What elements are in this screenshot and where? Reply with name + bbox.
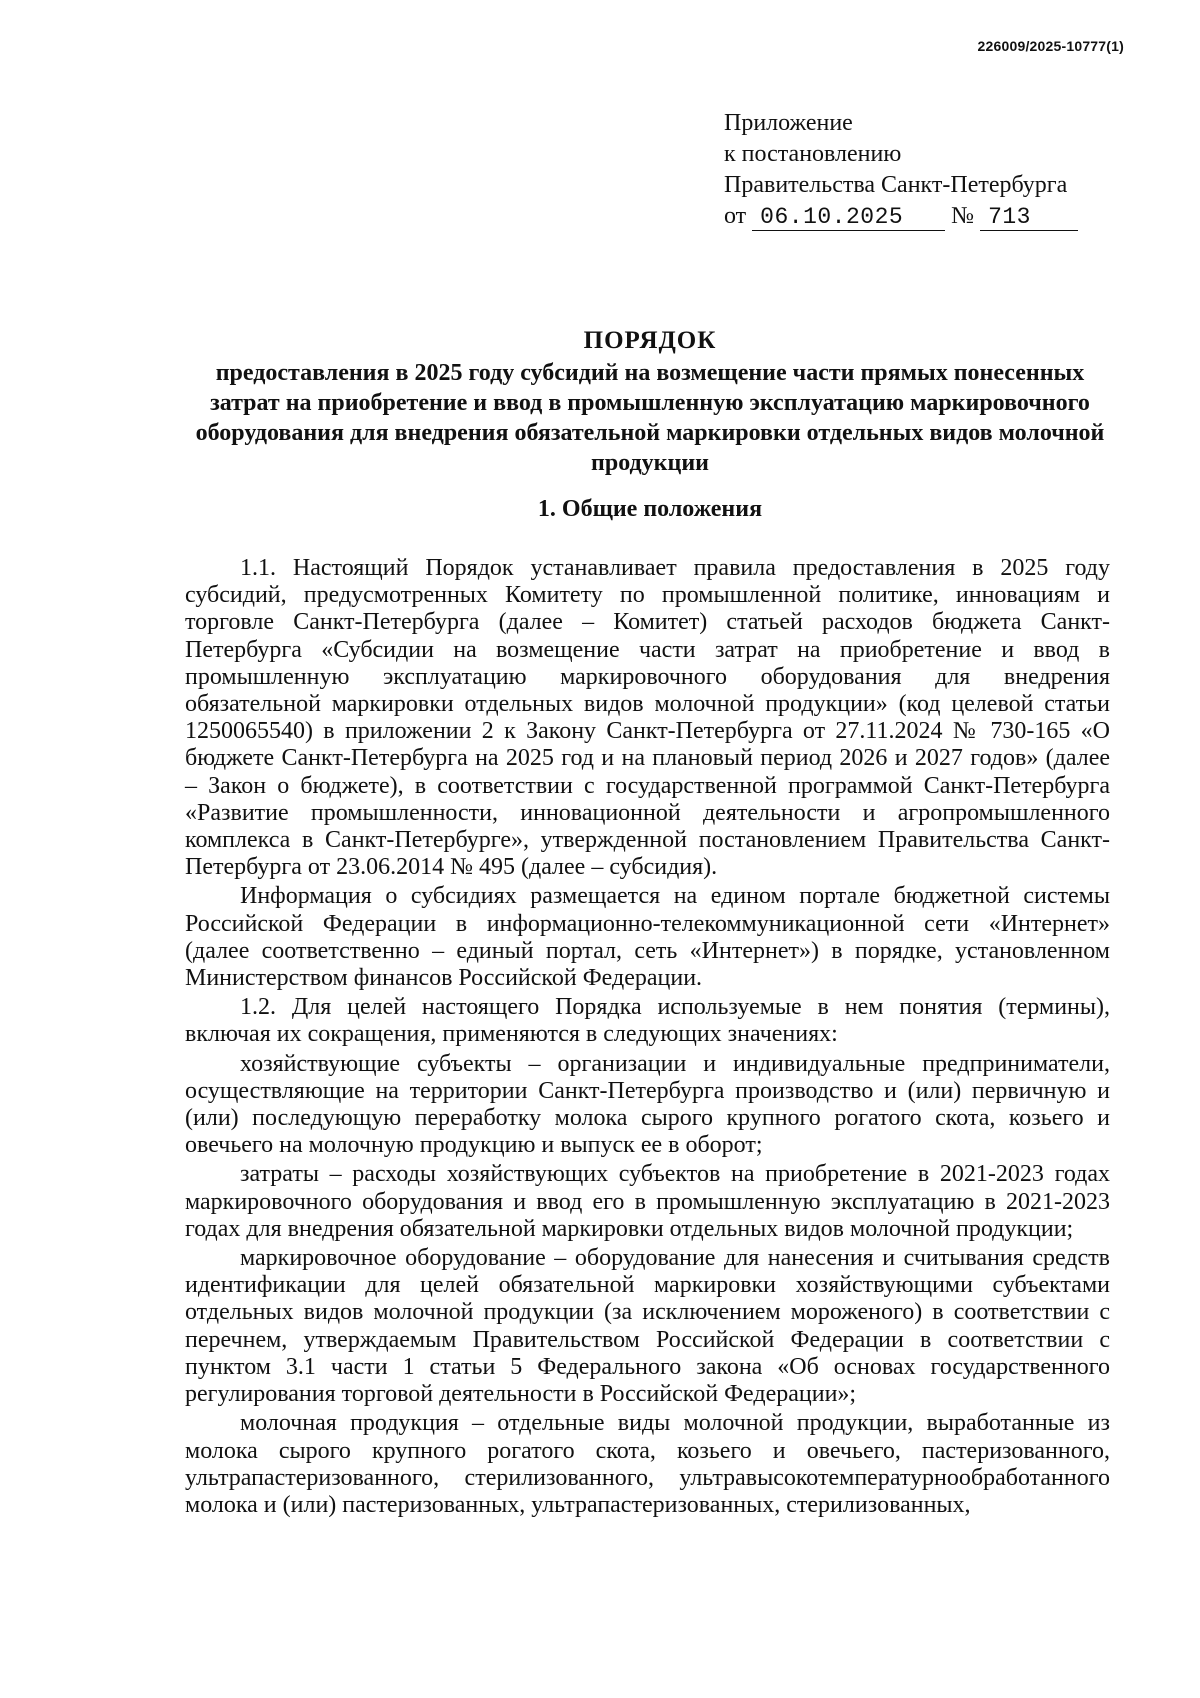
appendix-header (724, 108, 1144, 232)
registration-number: 226009/2025-10777(1) (977, 38, 1124, 54)
appendix-date-line (724, 201, 1144, 232)
decree-number: 713 (980, 204, 1078, 231)
appendix-line-3: Правительства Санкт-Петербурга (724, 172, 1068, 198)
number-prefix: № (951, 203, 975, 229)
appendix-line-2: к постановлению (724, 141, 902, 167)
paragraph: маркировочное оборудование – оборудование для нанесения и считывания средств идентификации для целей обязательной маркировки хозяйствующими субъектами отдельных видов молочной продукции (за исключением мороженого) в соответствии с перечнем, утверждаемым Правительством Российской Федерации в соответствии с пунктом 3.1 части 1 статьи 5 Федерального закона «Об основах государственного регулирования торговой деятельности в Российской Федерации»; (185, 1245, 1110, 1408)
paragraph: 1.1. Настоящий Порядок устанавливает правила предоставления в 2025 году субсидий, предусмотренных Комитету по промышленной политике, инновациям и торговле Санкт-Петербурга (далее – Комитет) статьей расходов бюджета Санкт-Петербурга «Субсидии на возмещение части затрат на приобретение и ввод в промышленную эксплуатацию маркировочного оборудования для внедрения обязательной маркировки отдельных видов молочной продукции» (код целевой статьи 1250065540) в приложении 2 к Закону Санкт-Петербурга от 27.11.2024 № 730-165 «О бюджете Санкт-Петербурга на 2025 год и на плановый период 2026 и 2027 годов» (далее – Закон о бюджете), в соответствии с государственной программой Санкт-Петербурга «Развитие промышленности, инновационной деятельности и агропромышленного комплекса в Санкт-Петербурге», утвержденной постановлением Правительства Санкт-Петербурга от 23.06.2014 № 495 (далее – субсидия). (185, 555, 1110, 881)
section-heading: 1. Общие положения (537, 496, 763, 522)
appendix-line-1: Приложение (724, 110, 853, 136)
document-title: ПОРЯДОК (583, 327, 717, 354)
document-body (185, 555, 1110, 1521)
paragraph: 1.2. Для целей настоящего Порядка используемые в нем понятия (термины), включая их сокращения, применяются в следующих значениях: (185, 994, 1110, 1048)
date-prefix: от (724, 203, 747, 229)
document-title-block (185, 326, 1115, 478)
decree-date: 06.10.2025 (752, 204, 945, 231)
document-subtitle: предоставления в 2025 году субсидий на возмещение части прямых понесенных затрат на приобретение и ввод в промышленную эксплуатацию маркировочного оборудования для внедрения обязательной маркировки отдельных видов молочной продукции (195, 360, 1105, 476)
paragraph: молочная продукция – отдельные виды молочной продукции, выработанные из молока сырого крупного рогатого скота, козьего и овечьего, пастеризованного, ультрапастеризованного, стерилизованного, ультравысокотемпературнообработанного молока и (или) пастеризованных, ультрапастеризованных, стерилизованных, (185, 1410, 1110, 1518)
paragraph: затраты – расходы хозяйствующих субъектов на приобретение в 2021-2023 годах маркировочного оборудования и ввод его в промышленную эксплуатацию в 2021-2023 годах для внедрения обязательной маркировки отдельных видов молочной продукции; (185, 1161, 1110, 1242)
paragraph: Информация о субсидиях размещается на едином портале бюджетной системы Российской Федерации в информационно-телекоммуникационной сети «Интернет» (далее соответственно – единый портал, сеть «Интернет») в порядке, установленном Министерством финансов Российской Федерации. (185, 883, 1110, 992)
paragraph: хозяйствующие субъекты – организации и индивидуальные предприниматели, осуществляющие на территории Санкт-Петербурга производство и (или) первичную и (или) последующую переработку молока сырого крупного рогатого скота, козьего и овечьего на молочную продукцию и выпуск ее в оборот; (185, 1050, 1110, 1159)
